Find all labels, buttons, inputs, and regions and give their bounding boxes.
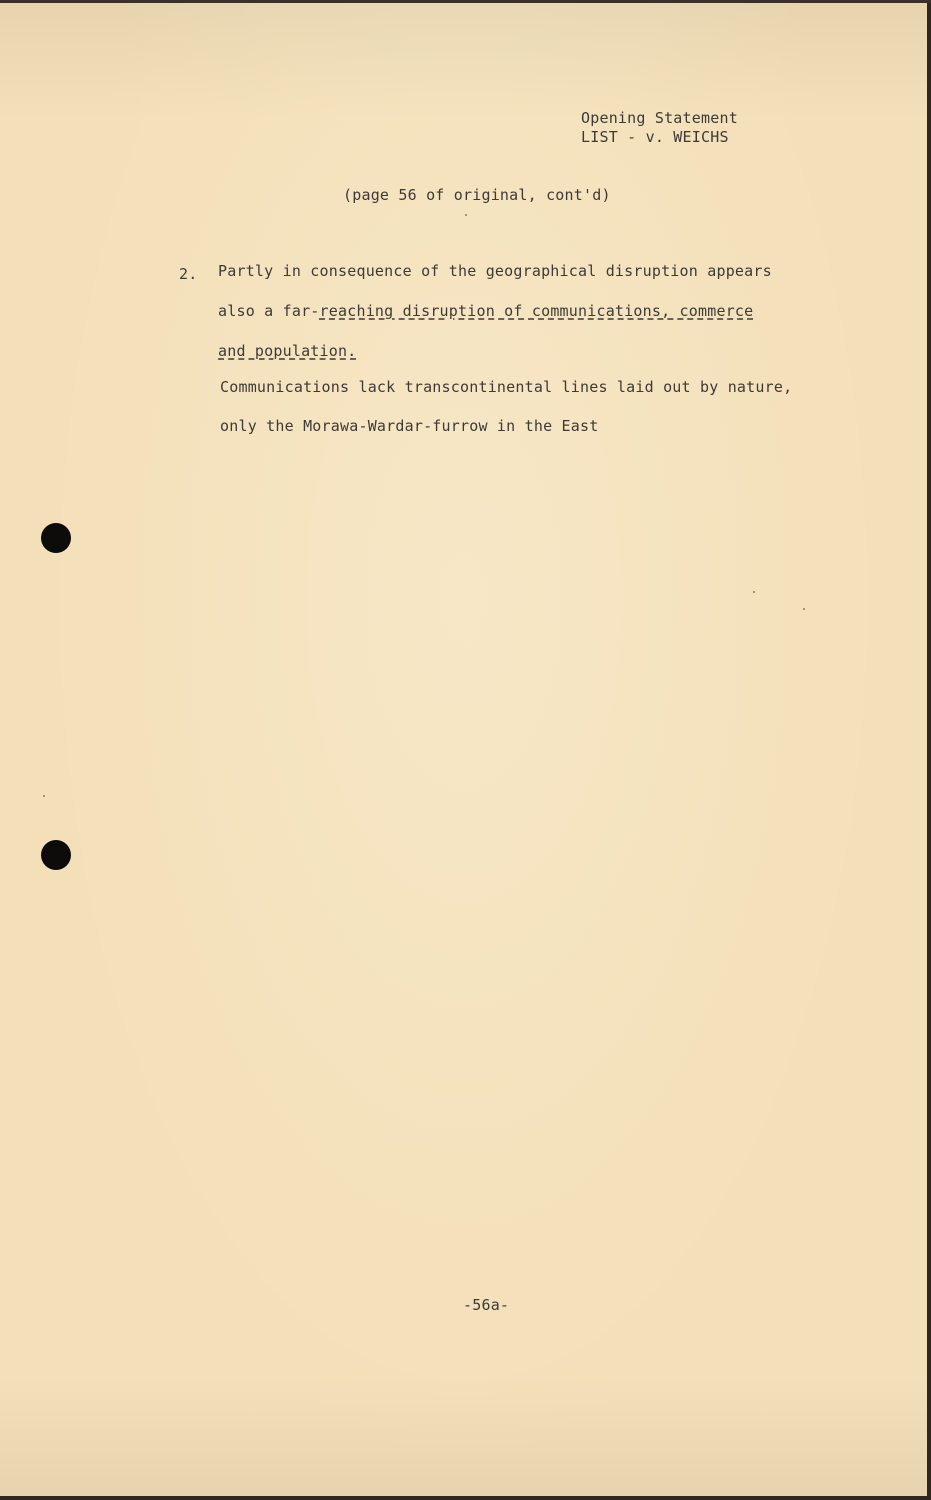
header-title: Opening Statement bbox=[581, 109, 738, 127]
line-2-underlined: reaching disruption of communications, commerce bbox=[319, 302, 754, 320]
header-case: LIST - v. WEICHS bbox=[581, 128, 729, 146]
paragraph-line-2 bbox=[218, 302, 753, 320]
paragraph-line-3: and population. bbox=[218, 342, 357, 360]
paper-speck bbox=[465, 214, 467, 216]
punch-hole-icon bbox=[41, 523, 71, 553]
paragraph-line-4: Communications lack transcontinental lines laid out by nature, bbox=[220, 378, 793, 396]
line-2-prefix: also a far- bbox=[218, 302, 320, 320]
paper-speck bbox=[753, 591, 755, 593]
scan-edge bbox=[0, 0, 931, 3]
paper-speck bbox=[803, 608, 805, 610]
page-reference: (page 56 of original, cont'd) bbox=[343, 186, 611, 204]
paragraph-line-1: Partly in consequence of the geographical disruption appears bbox=[218, 262, 782, 280]
punch-hole-icon bbox=[41, 840, 71, 870]
page-number: -56a- bbox=[463, 1296, 510, 1314]
paragraph-number: 2. bbox=[179, 265, 198, 283]
paragraph-line-5: only the Morawa-Wardar-furrow in the East bbox=[220, 417, 599, 435]
paper-speck bbox=[43, 795, 45, 797]
